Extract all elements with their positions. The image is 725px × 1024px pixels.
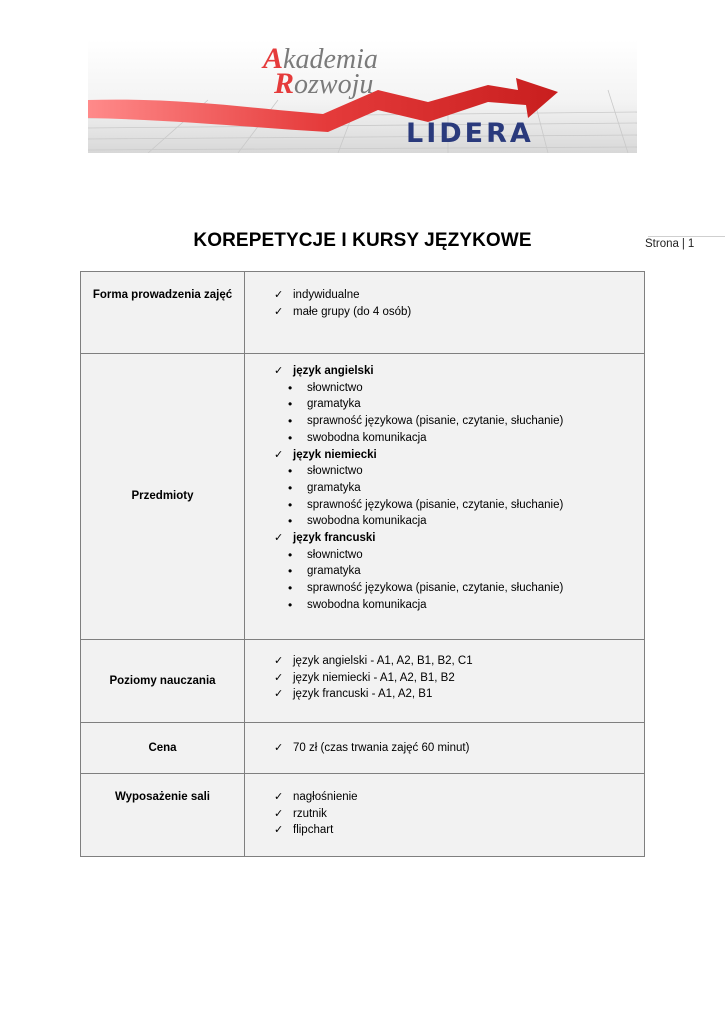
bullet-icon: • bbox=[288, 380, 293, 395]
bullet-icon: • bbox=[288, 464, 293, 479]
row-value-wyposazenie bbox=[245, 774, 645, 857]
check-icon: ✓ bbox=[274, 288, 284, 301]
check-icon: ✓ bbox=[274, 304, 284, 318]
bullet-icon: • bbox=[288, 547, 293, 562]
row-label-cena: Cena bbox=[81, 723, 245, 774]
bullet-icon: • bbox=[288, 497, 293, 512]
check-icon: ✓ bbox=[274, 447, 284, 461]
list-item: ✓ język angielski - A1, A2, B1, B2, C1 bbox=[274, 653, 644, 670]
list-item: ✓ język francuski - A1, A2, B1 bbox=[274, 686, 644, 703]
brand-logo: LIDERA bbox=[406, 118, 534, 149]
list-item: ✓ flipchart bbox=[274, 822, 644, 839]
bullet-icon: • bbox=[288, 430, 293, 445]
table-row bbox=[81, 272, 645, 354]
list-item: • swobodna komunikacja bbox=[288, 430, 427, 445]
check-icon: ✓ bbox=[274, 687, 284, 701]
list-item: ✓ język francuski • słownictwo • gramatyka • sprawność językowa (pisanie, czytanie, słuchanie) • swobodna komunikacja bbox=[274, 530, 644, 614]
page-label: Strona bbox=[645, 238, 679, 250]
bullet-icon: • bbox=[288, 397, 293, 412]
list-item: ✓ małe grupy (do 4 osób) bbox=[274, 304, 644, 321]
list-item: • swobodna komunikacja bbox=[288, 514, 427, 529]
page-title: KOREPETYCJE I KURSY JĘZYKOWE bbox=[193, 230, 532, 251]
list-item: • gramatyka bbox=[288, 564, 361, 579]
row-value-forma bbox=[245, 272, 645, 354]
check-icon: ✓ bbox=[274, 823, 284, 837]
list-item: • sprawność językowa (pisanie, czytanie, słuchanie) bbox=[288, 581, 564, 596]
logo-line2: ozwoju bbox=[294, 69, 374, 100]
list-item: • sprawność językowa (pisanie, czytanie, słuchanie) bbox=[288, 414, 564, 429]
check-icon: ✓ bbox=[274, 740, 284, 754]
banner-graphic bbox=[88, 40, 637, 153]
course-info-table bbox=[80, 271, 645, 857]
check-icon: ✓ bbox=[274, 654, 284, 667]
check-icon: ✓ bbox=[274, 806, 284, 820]
row-value-cena bbox=[245, 723, 645, 774]
check-icon: ✓ bbox=[274, 670, 284, 684]
bullet-icon: • bbox=[288, 414, 293, 429]
list-item: • sprawność językowa (pisanie, czytanie, słuchanie) bbox=[288, 497, 564, 512]
list-item: • swobodna komunikacja bbox=[288, 597, 427, 612]
bullet-icon: • bbox=[288, 514, 293, 529]
bullet-icon: • bbox=[288, 581, 293, 596]
row-label-przedmioty: Przedmioty bbox=[81, 354, 245, 640]
bullet-icon: • bbox=[288, 480, 293, 495]
page-separator: | bbox=[681, 238, 685, 250]
table-row bbox=[81, 774, 645, 857]
row-label-poziomy: Poziomy nauczania bbox=[81, 640, 245, 723]
row-value-poziomy bbox=[245, 640, 645, 723]
list-item: • gramatyka bbox=[288, 480, 361, 495]
row-label-forma: Forma prowadzenia zajęć bbox=[81, 272, 245, 354]
list-item: ✓ język angielski • słownictwo • gramatyka • sprawność językowa (pisanie, czytanie, słuchanie) • swobodna komunikacja bbox=[274, 363, 644, 447]
row-value-przedmioty bbox=[245, 354, 645, 640]
list-item: ✓ rzutnik bbox=[274, 806, 644, 823]
list-item: • słownictwo bbox=[288, 380, 363, 395]
list-item: • gramatyka bbox=[288, 397, 361, 412]
check-icon: ✓ bbox=[274, 531, 284, 545]
list-item: ✓ indywidualne bbox=[274, 287, 644, 304]
list-item: • słownictwo bbox=[288, 464, 363, 479]
table-row bbox=[81, 723, 645, 774]
check-icon: ✓ bbox=[274, 790, 284, 803]
logo-line1: kademia bbox=[283, 44, 378, 75]
row-label-wyposazenie: Wyposażenie sali bbox=[81, 774, 245, 857]
bullet-icon: • bbox=[288, 564, 293, 579]
page-number bbox=[645, 238, 694, 250]
list-item: ✓ nagłośnienie bbox=[274, 789, 644, 806]
check-icon: ✓ bbox=[274, 364, 284, 377]
table-row bbox=[81, 354, 645, 640]
list-item: • słownictwo bbox=[288, 547, 363, 562]
list-item: ✓ język niemiecki • słownictwo • gramatyka • sprawność językowa (pisanie, czytanie, słuchanie) • swobodna komunikacja bbox=[274, 447, 644, 531]
table-row bbox=[81, 640, 645, 723]
header-banner bbox=[88, 40, 637, 153]
bullet-icon: • bbox=[288, 597, 293, 612]
svg-text:Rozwoju: Rozwoju bbox=[274, 67, 374, 100]
page-number-value: 1 bbox=[687, 238, 695, 250]
list-item: ✓ język niemiecki - A1, A2, B1, B2 bbox=[274, 670, 644, 687]
list-item: ✓ 70 zł (czas trwania zajęć 60 minut) bbox=[274, 740, 644, 757]
svg-text:Akademia: Akademia bbox=[263, 42, 378, 75]
